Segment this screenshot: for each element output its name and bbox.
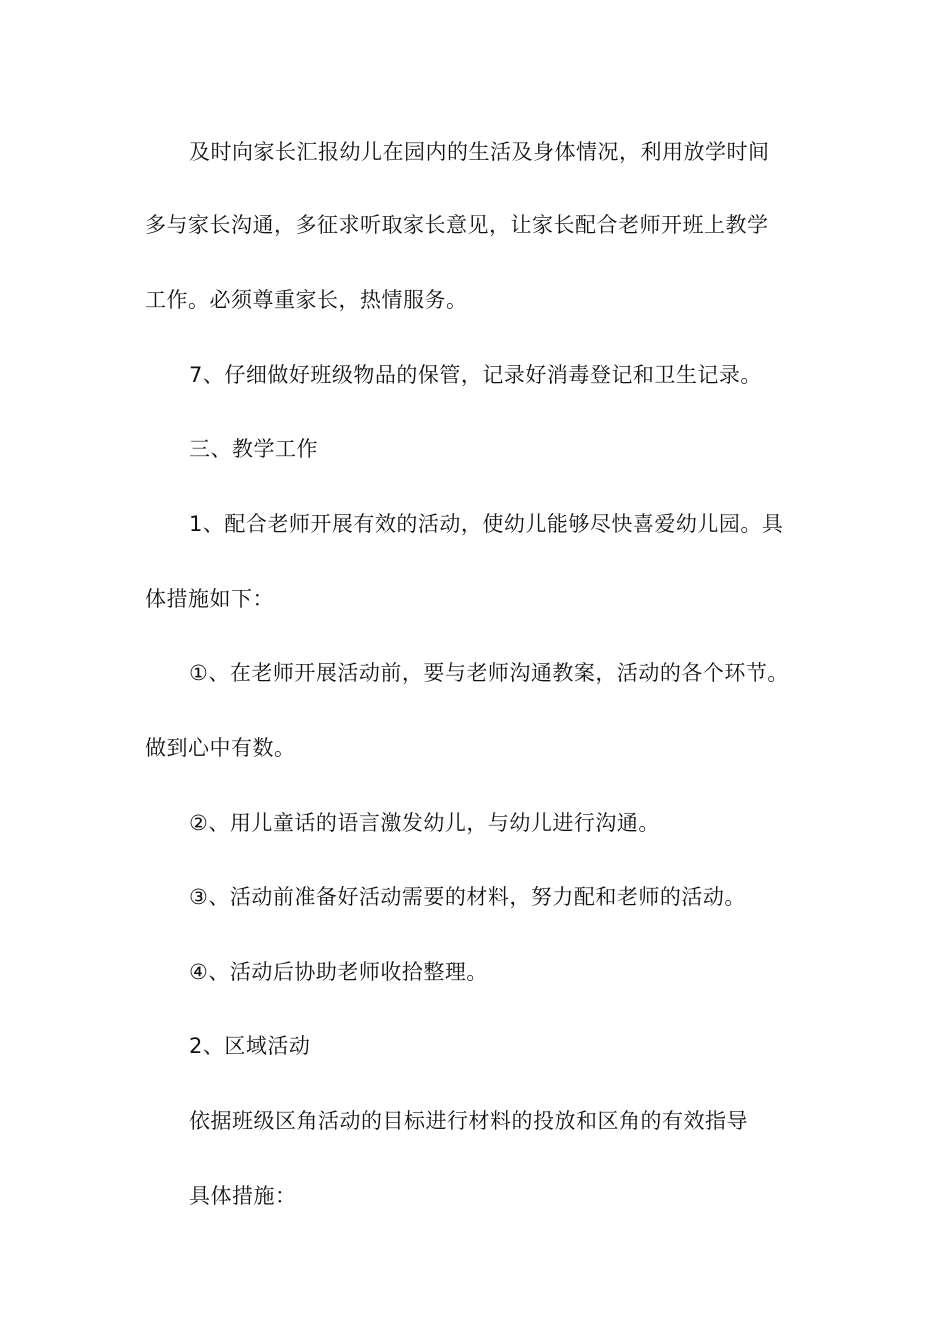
paragraph-line: 依据班级区角活动的目标进行材料的投放和区角的有效指导 xyxy=(189,1109,748,1133)
paragraph-line: 具体措施： xyxy=(189,1184,297,1208)
section-heading: 三、教学工作 xyxy=(189,437,318,461)
list-item: 2、区域活动 xyxy=(189,1034,311,1058)
paragraph-line: 工作。必须尊重家长，热情服务。 xyxy=(145,288,468,312)
paragraph-line: 及时向家长汇报幼儿在园内的生活及身体情况，利用放学时间 xyxy=(189,140,770,164)
paragraph-line: 多与家长沟通，多征求听取家长意见，让家长配合老师开班上教学 xyxy=(145,213,769,237)
paragraph-line: 体措施如下： xyxy=(145,587,274,611)
paragraph-line: 做到心中有数。 xyxy=(145,736,296,760)
list-item: 1、配合老师开展有效的活动，使幼儿能够尽快喜爱幼儿园。具 xyxy=(189,512,784,536)
list-item: ③、活动前准备好活动需要的材料，努力配和老师的活动。 xyxy=(189,885,746,909)
list-item: ④、活动后协助老师收拾整理。 xyxy=(189,960,488,984)
list-item: ②、用儿童话的语言激发幼儿，与幼儿进行沟通。 xyxy=(189,811,660,835)
list-item: 7、仔细做好班级物品的保管，记录好消毒登记和卫生记录。 xyxy=(189,363,762,387)
list-item: ①、在老师开展活动前，要与老师沟通教案，活动的各个环节。 xyxy=(189,661,789,685)
